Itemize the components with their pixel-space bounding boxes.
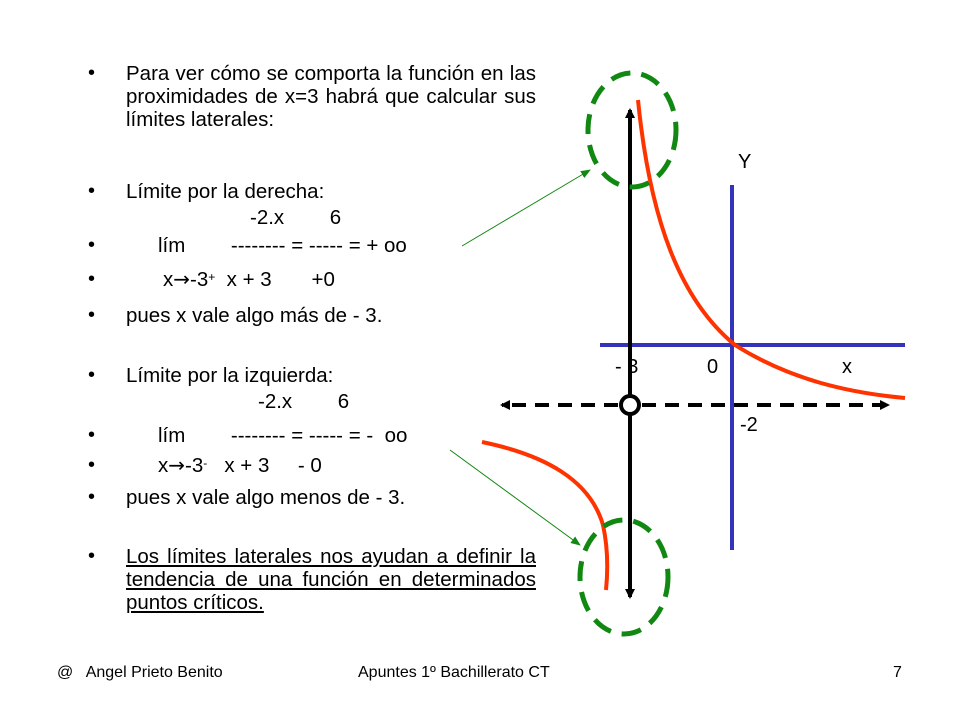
bullet-marker: • [88, 180, 96, 202]
right-approach-value: -3 [190, 268, 209, 291]
bullet-marker: • [88, 364, 96, 386]
bullet-marker: • [88, 234, 96, 256]
bullet-marker: • [88, 268, 96, 290]
left-denominator: x + 3 - 0 [207, 454, 322, 477]
y-axis-label: Y [738, 151, 752, 173]
left-note: pues x vale algo menos de - 3. [126, 486, 406, 509]
left-x: x [158, 454, 169, 477]
right-branch-curve [638, 100, 905, 398]
y-intercept-label: -2 [740, 414, 758, 436]
bullet-marker: • [88, 304, 96, 326]
right-note: pues x vale algo más de - 3. [126, 304, 383, 327]
footer-course: Apuntes 1º Bachillerato CT [358, 664, 550, 681]
right-arrow-icon: → [173, 267, 191, 291]
left-numerator: -2.x 6 [258, 390, 350, 413]
left-lim-expression: lím -------- = ----- = - oo [158, 424, 408, 447]
left-limit-highlight-circle [580, 520, 668, 634]
left-approach-sign: - [203, 456, 208, 470]
bullet-marker: • [88, 62, 96, 84]
footer-page-number: 7 [893, 664, 902, 681]
right-lim-expression: lím -------- = ----- = + oo [158, 234, 407, 257]
bullet-marker: • [88, 545, 96, 567]
right-x: x [163, 268, 174, 291]
right-numerator: -2.x 6 [250, 206, 342, 229]
right-limit-title: Límite por la derecha: [126, 180, 325, 203]
footer-author: @ Angel Prieto Benito [57, 664, 223, 681]
left-limit-pointer-line [450, 450, 580, 545]
asymptote-label: - 3 [615, 356, 639, 378]
left-limit-title: Límite por la izquierda: [126, 364, 334, 387]
conclusion-text: Los límites laterales nos ayudan a definir la tendencia de una función en determinados puntos críticos. [126, 545, 536, 614]
left-approach-value: -3 [185, 454, 204, 477]
bullet-marker: • [88, 486, 96, 508]
left-branch-curve [482, 442, 607, 590]
bullet-marker: • [88, 424, 96, 446]
right-denominator: x + 3 +0 [215, 268, 335, 291]
origin-label: 0 [707, 356, 719, 378]
left-arrow-icon: → [168, 453, 186, 477]
right-approach-sign: + [208, 270, 216, 284]
bullet-marker: • [88, 454, 96, 476]
x-axis-label: x [842, 356, 852, 378]
intro-text: Para ver cómo se comporta la función en las proximidades de x=3 habrá que calcular sus límites laterales: [126, 62, 536, 131]
right-limit-pointer-line [462, 170, 590, 246]
asymptote-intersection-point [621, 396, 639, 414]
